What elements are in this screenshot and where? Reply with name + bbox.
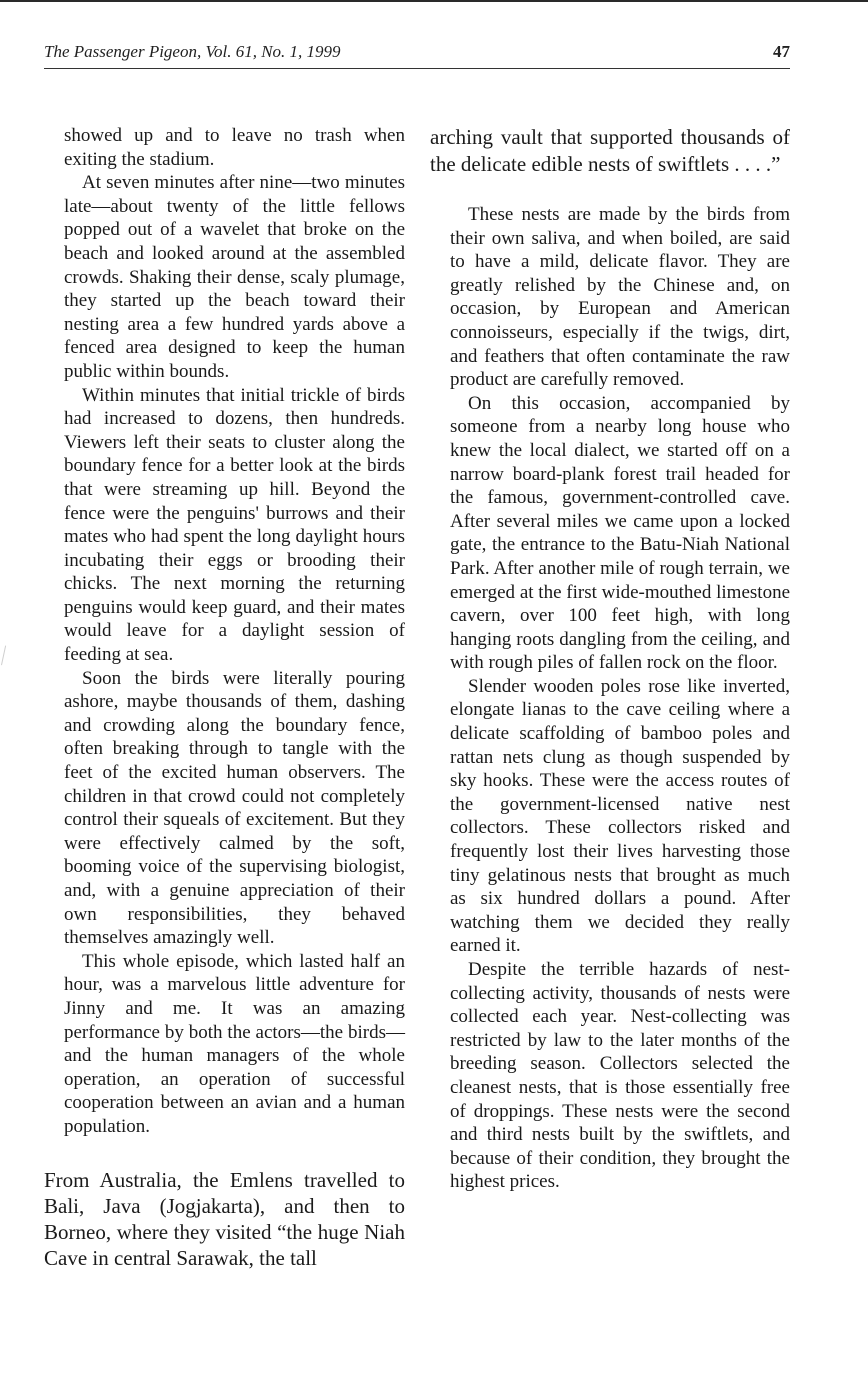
margin-mark [1,645,12,666]
top-border-rule [0,0,868,2]
right-column [430,124,790,1194]
running-header [44,40,790,69]
paragraph: Despite the terrible hazards of nest-collecting activity, thousands of nests were collected each year. Nest-collecting was restricted by law to the later months of the breeding season. Collectors selected the cleanest nests, that is those essentially free of droppings. These nests were the second and third nests built by the swiftlets, and because of their condition, they brought the highest prices. [450,959,790,1193]
page-number: 47 [773,42,790,61]
editorial-quote-continued: arching vault that supported thousands of the delicate edible nests of swiftlets . . . .” [430,125,790,176]
paragraph-continued: showed up and to leave no trash when exiting the stadium. [64,125,405,170]
paragraph: These nests are made by the birds from their own saliva, and when boiled, are said to have a mild, delicate flavor. They are greatly relished by the Chinese and, on occasion, by European and American connoisseurs, especially if the twigs, dirt, and feathers that often contaminate the raw product are carefully removed. [450,204,790,391]
paragraph: Soon the birds were literally pouring ashore, maybe thousands of them, dashing and crowding along the boundary fence, often breaking through to tangle with the feet of the excited human observers. The children in that crowd could not completely control their squeals of excitement. But they were effectively calmed by the soft, booming voice of the supervising biologist, and, with a genuine appreciation of their own responsibilities, they behaved themselves amazingly well. [64,667,405,949]
paragraph: Slender wooden poles rose like inverted, elongate lianas to the cave ceiling where a delicate scaffolding of bamboo poles and rattan nets clung as though suspended by sky hooks. These were the access routes of the government-licensed native nest collectors. These collectors risked and frequently lost their lives harvesting those tiny gelatinous nests that brought as much as six hundred dollars a pound. After watching them we decided they really earned it. [450,675,790,957]
paragraph: Within minutes that initial trickle of birds had increased to dozens, then hundreds. Viewers left their seats to cluster along the boundary fence for a better look at the birds that were streaming up hill. Beyond the fence were the penguins' burrows and their mates who had spent the long daylight hours incubating their eggs or brooding their chicks. The next morning the returning penguins would keep guard, and their mates would leave for a daylight session of feeding at sea. [64,384,405,666]
paragraph: At seven minutes after nine—two minutes late—about twenty of the little fellows popped out of a wavelet that broke on the beach and looked around at the assembled crowds. Shaking their dense, scaly plumage, they started up the beach toward their nesting area a few hundred yards above a fenced area designed to keep the human public within bounds. [64,172,405,382]
paragraph: This whole episode, which lasted half an hour, was a marvelous little adventure for Jinny and me. It was an amazing performance by both the actors—the birds—and the human managers of the whole operation, an operation of successful cooperation between an avian and a human population. [64,950,405,1137]
left-column [44,124,405,1271]
journal-citation: The Passenger Pigeon, Vol. 61, No. 1, 1999 [44,42,341,61]
paragraph: On this occasion, accompanied by someone from a nearby long house who knew the local dialect, we started off on a narrow board-plank forest trail headed for the famous, government-controlled cave. After several miles we came upon a locked gate, the entrance to the Batu-Niah National Park. After another mile of rough terrain, we emerged at the first wide-mouthed limestone cavern, over 100 feet high, with long hanging roots dangling from the ceiling, and with rough piles of fallen rock on the floor. [450,392,790,674]
editorial-intro: From Australia, the Emlens travelled to Bali, Java (Jogjakarta), and then to Borneo, where they visited “the huge Niah Cave in central Sarawak, the tall [44,1167,405,1270]
